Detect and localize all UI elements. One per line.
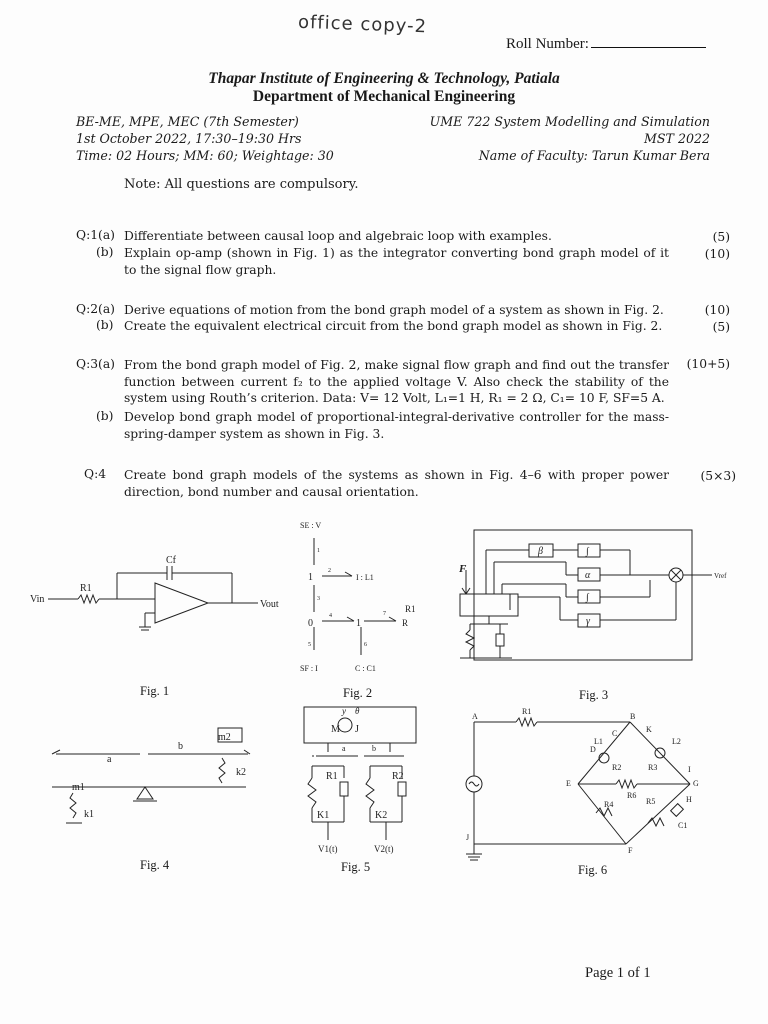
fig5-label-j: J (355, 724, 359, 735)
q3a-text: From the bond graph model of Fig. 2, make signal flow graph and find out the transfer function between current f₂ to the applied voltage V. Also check the stability of the system using Routh’s criterion. Data: V= 12 Volt, L₁=1 H, R₁ = 2 Ω, C₁= 10 F, SF=5 A. (124, 358, 669, 405)
q2b-marks: (5) (712, 320, 730, 334)
fig6-resistor-r6 (616, 780, 637, 788)
q1b-text: Explain op-amp (shown in Fig. 1) as the integrator converting bond graph model of it to the signal flow graph. (124, 246, 669, 277)
fig6-node-c: C (612, 729, 618, 738)
fig2-bond-1: 1 (317, 548, 320, 554)
fig5-label-r2: R2 (392, 771, 404, 782)
q2a-text: Derive equations of motion from the bond graph model of a system as shown in Fig. 2. (124, 303, 664, 317)
fig5-damper-r2 (398, 782, 406, 796)
fig5-spring-k2 (366, 778, 374, 808)
q2a-number: Q:2(a) (76, 302, 115, 316)
fig3-damper (496, 634, 504, 646)
fig6-node-i: I (688, 765, 691, 774)
fig2-bond-6: 6 (364, 642, 367, 648)
fig4-spring-k1 (70, 793, 76, 818)
exam-line: MST 2022 (644, 131, 710, 146)
fig1-opamp-diagram (48, 566, 258, 630)
fig2-caption: Fig. 2 (343, 686, 373, 700)
fig6-resistor-r5 (648, 818, 664, 826)
q4-text: Create bond graph models of the systems as shown in Fig. 4–6 with proper power direction, bond number and causal orientation. (124, 468, 669, 499)
q3b-number: (b) (96, 409, 114, 423)
fig3-label-int1: ∫ (586, 546, 589, 557)
fig1-label-r1: R1 (80, 583, 92, 594)
fig6-node-j: J (466, 833, 470, 842)
fig6-node-g: G (693, 779, 699, 788)
fig6-capacitor-c1 (671, 804, 684, 817)
fig3-label-alpha: α (585, 570, 591, 581)
fig2-label-one-top: 1 (308, 572, 313, 583)
time-marks-line: Time: 02 Hours; MM: 60; Weightage: 30 (76, 148, 334, 163)
fig3-label-gamma: γ (586, 616, 590, 627)
fig2-bond-graph (314, 538, 396, 655)
fig3-spring (466, 630, 474, 650)
fig2-label-sf: SF : I (300, 664, 318, 673)
fig2-label-one-mid: 1 (356, 618, 361, 629)
fig4-caption: Fig. 4 (140, 858, 170, 872)
fig1-label-vout: Vout (260, 599, 279, 610)
fig5-label-a: a (342, 744, 346, 753)
fig4-label-m2: m2 (218, 732, 231, 743)
fig3-integrator-block-1 (578, 544, 600, 557)
q2b-text: Create the equivalent electrical circuit from the bond graph model as shown in Fig. 2. (124, 319, 663, 333)
fig6-circuit (466, 718, 690, 860)
fig4-spring-k2 (219, 758, 225, 783)
q3a-marks: (10+5) (686, 357, 730, 371)
q4-number: Q:4 (84, 467, 107, 481)
date-line: 1st October 2022, 17:30–19:30 Hrs (76, 131, 302, 146)
fig2-label-r1: R1 (405, 604, 416, 614)
q1a-number: Q:1(a) (76, 228, 115, 242)
fig3-label-beta: β (538, 546, 543, 557)
fig2-label-se: SE : V (300, 521, 322, 530)
fig3-label-vref: Vref (714, 572, 727, 580)
fig4-pivot (137, 787, 153, 799)
fig4-label-b: b (178, 741, 183, 752)
q1a-marks: (5) (712, 230, 730, 244)
q1b-number: (b) (96, 245, 114, 259)
fig6-label-r5: R5 (646, 797, 656, 806)
fig5-caption: Fig. 5 (341, 860, 371, 874)
q4-marks: (5×3) (700, 469, 736, 483)
fig5-damper-r1 (340, 782, 348, 796)
q3b-text: Develop bond graph model of proportional-integral-derivative controller for the mass-spring-damper system as shown in Fig. 3. (124, 410, 669, 441)
course-meta-right (380, 113, 710, 164)
fig5-label-theta: θ (355, 706, 360, 716)
fig6-resistor-r4 (596, 808, 612, 816)
handwritten-note: office copy-2 (297, 11, 428, 38)
fig2-bond-4: 4 (329, 613, 332, 619)
fig5-label-y: y (342, 706, 346, 716)
fig1-opamp-triangle (155, 583, 208, 623)
fig5-label-k1: K1 (317, 810, 330, 821)
roll-number-label: Roll Number: (506, 36, 589, 52)
q1b-marks: (10) (704, 247, 730, 261)
fig5-spring-k1 (308, 778, 316, 808)
fig2-bond-3: 3 (317, 596, 320, 602)
fig6-node-k: K (646, 725, 652, 734)
fig6-label-r6: R6 (627, 791, 637, 800)
fig2-bond-5: 5 (308, 642, 311, 648)
figures-area (0, 500, 768, 900)
roll-number-field (506, 36, 706, 53)
fig6-caption: Fig. 6 (578, 863, 608, 877)
fig5-label-v1: V1(t) (318, 844, 338, 854)
fig2-label-l1: I : L1 (356, 573, 374, 582)
q2a-marks: (10) (704, 303, 730, 317)
page-footer: Page 1 of 1 (585, 965, 651, 981)
fig4-label-k2: k2 (236, 767, 246, 778)
institute-name: Thapar Institute of Engineering & Technology, Patiala (208, 70, 560, 87)
fig3-label-f: F (459, 563, 467, 575)
q2b-number: (b) (96, 318, 114, 332)
fig3-integrator-block-2 (578, 590, 600, 603)
fig5-body-block (304, 707, 416, 743)
fig6-label-r4: R4 (604, 800, 614, 809)
note: Note: All questions are compulsory. (124, 177, 359, 192)
fig2-label-r: R (402, 618, 409, 628)
fig6-resistor-r1 (516, 718, 537, 726)
department-name: Department of Mechanical Engineering (252, 88, 516, 105)
fig3-label-int2: ∫ (586, 592, 589, 603)
course-title-line: UME 722 System Modelling and Simulation (429, 114, 710, 129)
fig5-label-m: M (331, 724, 340, 735)
program-line: BE-ME, MPE, MEC (7th Semester) (76, 114, 299, 129)
fig6-node-a: A (472, 712, 478, 721)
faculty-line: Name of Faculty: Tarun Kumar Bera (478, 148, 710, 163)
fig5-label-k2: K2 (375, 810, 388, 821)
fig1-caption: Fig. 1 (140, 684, 170, 698)
fig2-label-zero: 0 (308, 618, 313, 629)
fig6-inductor-l1 (599, 753, 609, 763)
q3a-number: Q:3(a) (76, 357, 115, 371)
fig5-cg-symbol (338, 718, 352, 732)
fig2-label-c1: C : C1 (355, 664, 376, 673)
fig6-node-d: D (590, 745, 596, 754)
fig1-resistor-r1 (78, 595, 99, 603)
fig6-label-r3: R3 (648, 763, 658, 772)
fig1-label-cf: Cf (166, 555, 176, 566)
fig6-node-h: H (686, 795, 692, 804)
fig3-mass-block (460, 594, 518, 616)
roll-number-blank (591, 36, 706, 48)
fig5-label-v2: V2(t) (374, 844, 394, 854)
fig2-bond-7: 7 (383, 611, 386, 617)
fig6-label-r1: R1 (522, 707, 532, 716)
fig1-label-vin: Vin (30, 594, 45, 605)
fig6-node-b: B (630, 712, 636, 721)
fig6-label-l1: L1 (594, 737, 603, 746)
fig4-label-m1: m1 (72, 782, 85, 793)
fig3-caption: Fig. 3 (579, 688, 609, 702)
q1a-text: Differentiate between causal loop and algebraic loop with examples. (124, 229, 552, 243)
fig2-bond-2: 2 (328, 568, 331, 574)
fig4-label-k1: k1 (84, 809, 94, 820)
fig5-label-r1: R1 (326, 771, 338, 782)
fig6-node-f: F (628, 846, 633, 855)
fig6-node-e: E (566, 779, 571, 788)
fig6-label-r2: R2 (612, 763, 622, 772)
fig6-label-l2: L2 (672, 737, 681, 746)
fig4-label-a: a (107, 754, 112, 765)
course-meta-left (76, 113, 406, 164)
fig5-label-b: b (372, 744, 376, 753)
fig6-label-c1: C1 (678, 821, 688, 830)
